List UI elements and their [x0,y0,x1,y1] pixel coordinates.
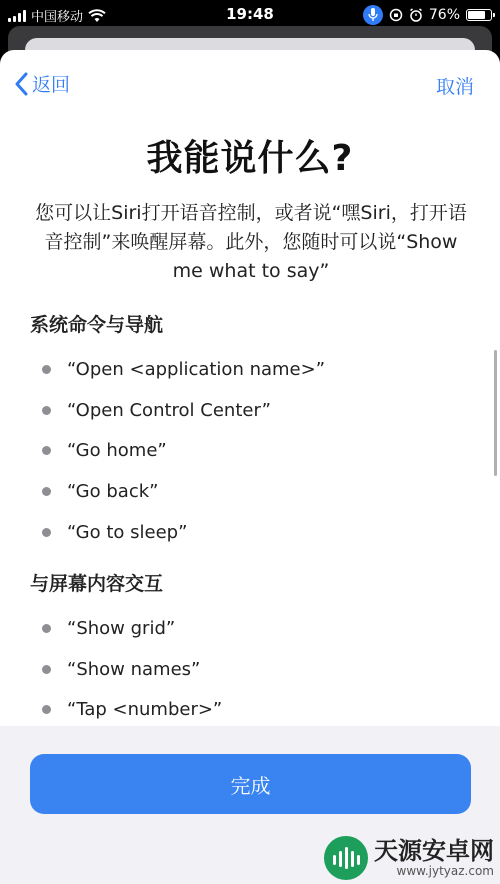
list-item [0,390,500,431]
chevron-left-icon [14,72,28,96]
page-title: 我能说什么? [146,138,354,179]
microphone-icon [363,5,383,25]
command-text: “Go home” [67,440,167,462]
scrollbar[interactable] [494,350,497,476]
list-item [0,649,500,690]
back-label: 返回 [32,74,71,96]
android-logo-icon [324,836,368,880]
watermark-name: 天源安卓网 [374,837,494,865]
list-item [0,431,500,472]
bullet-icon [42,365,51,374]
intro-text: 您可以让Siri打开语音控制，或者说“嘿Siri，打开语音控制”来唤醒屏幕。此外，您随时可以说“Show me what to say” [35,202,467,282]
command-text: “Show grid” [67,617,176,639]
bullet-icon [42,406,51,415]
command-text: “Open <application name>” [67,358,326,380]
command-list-system [0,349,500,553]
orientation-lock-icon [389,8,403,22]
section-heading-screen: 与屏幕内容交互 [30,572,164,595]
watermark-text [374,838,494,878]
back-button[interactable] [14,70,70,97]
list-item [0,512,500,553]
bullet-icon [42,528,51,537]
list-item [0,608,500,649]
cancel-button[interactable]: 取消 [435,76,474,98]
command-list-screen [0,608,500,730]
alarm-icon [409,8,423,22]
watermark-url: www.jytyaz.com [396,864,494,878]
bullet-icon [42,665,51,674]
bullet-icon [42,705,51,714]
voice-control-sheet [0,50,500,884]
status-time: 19:48 [226,5,274,23]
list-item [0,690,500,731]
battery-percent: 76% [428,7,460,23]
watermark [324,836,494,880]
carrier-name: 中国移动 [31,10,84,25]
command-text: “Go to sleep” [67,522,188,544]
list-item [0,471,500,512]
command-text: “Go back” [67,481,159,503]
battery-fill [468,11,485,19]
bullet-icon [42,446,51,455]
bullet-icon [42,487,51,496]
command-text: “Tap <number>” [67,699,223,721]
section-heading-system: 系统命令与导航 [30,314,164,336]
done-button[interactable]: 完成 [30,754,471,814]
bullet-icon [42,624,51,633]
list-item [0,349,500,390]
battery-icon [466,9,492,21]
command-text: “Open Control Center” [67,399,271,421]
nav-bar [0,50,500,120]
status-right [363,5,492,25]
command-text: “Show names” [67,658,201,680]
